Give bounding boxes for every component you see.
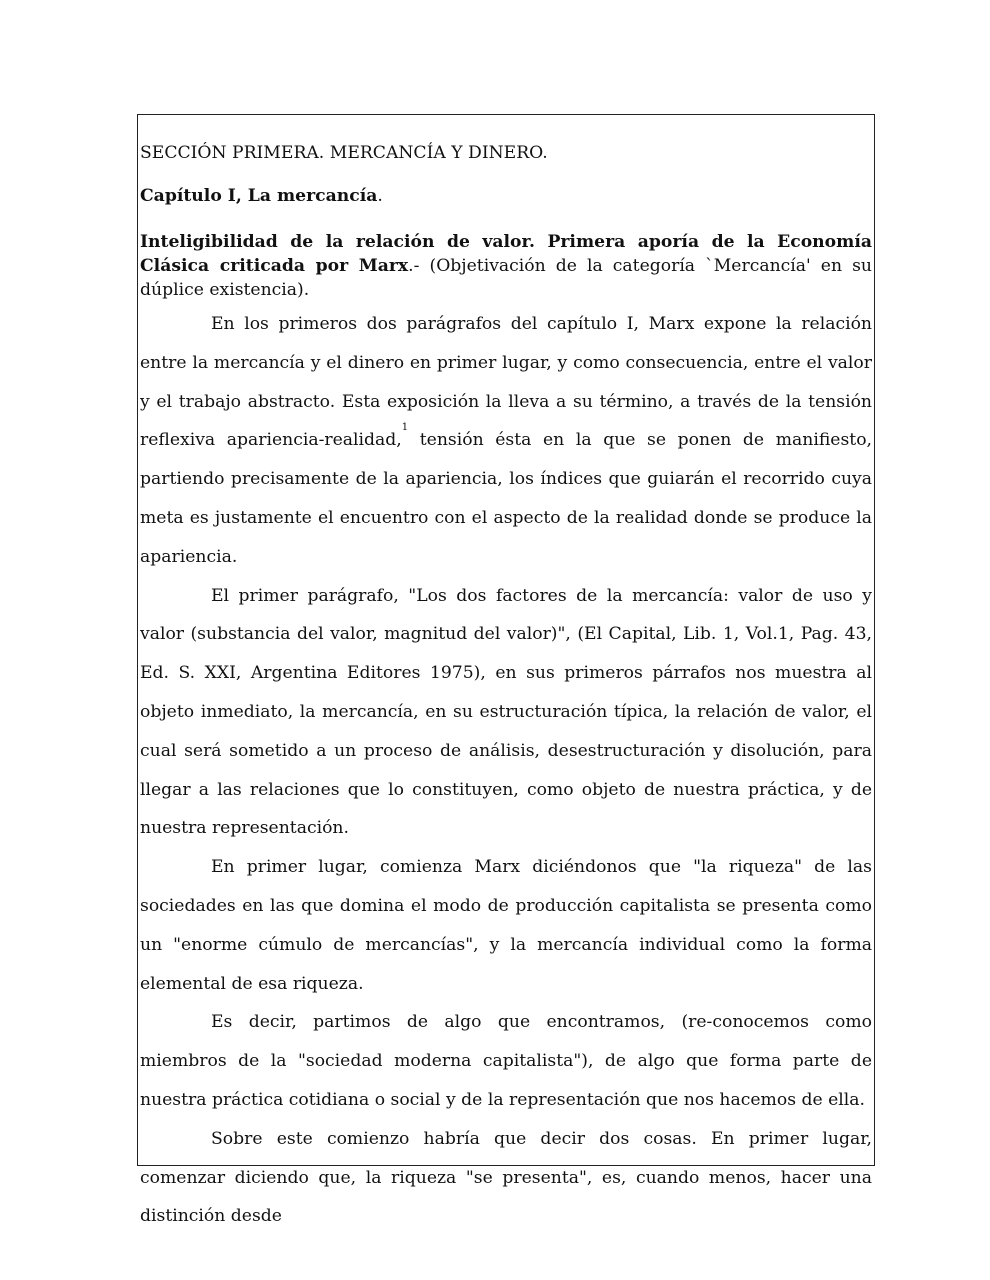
intro-rest: .- (Objetivación de la categoría `Mercancía' en su dúplice existencia). (140, 256, 872, 300)
section-heading-text: SECCIÓN PRIMERA. MERCANCÍA Y DINERO. (140, 143, 548, 163)
body-paragraph-3: En primer lugar, comienza Marx diciéndonos que "la riqueza" de las sociedades en las que domina el modo de producción capitalista se presenta como un "enorme cúmulo de mercancías", y la mercancía individual como la forma elemental de esa riqueza. (140, 857, 872, 994)
body-paragraph-4: Es decir, partimos de algo que encontramos, (re-conocemos como miembros de la "sociedad moderna capitalista"), de algo que forma parte de nuestra práctica cotidiana o social y de la representación que nos hacemos de ella. (140, 1012, 872, 1110)
chapter-heading (140, 184, 872, 208)
body-paragraphs (140, 305, 872, 1236)
paragraph-1-text-b: tensión ésta en la que se ponen de manifiesto, partiendo precisamente de la apariencia, los índices que guiarán el recorrido cuya meta es justamente el encuentro con el aspecto de la realidad donde se produce la apariencia. (140, 430, 873, 567)
footnote-reference[interactable]: 1 (401, 422, 409, 434)
section-heading (140, 141, 872, 165)
intro-paragraph (140, 230, 872, 302)
document-body (140, 141, 872, 1236)
intro-bold-title: Inteligibilidad de la relación de valor. Primera aporía de la Economía Clásica criticada por Marx (140, 232, 872, 276)
page-frame (137, 114, 875, 1227)
body-paragraph-5: Sobre este comienzo habría que decir dos cosas. En primer lugar, comenzar diciendo que, la riqueza "se presenta", es, cuando menos, hacer una distinción desde (140, 1128, 872, 1227)
paragraph-1-text-a: En los primeros dos parágrafos del capítulo I, Marx expone la relación entre la mercancía y el dinero en primer lugar, y como consecuencia, entre el valor y el trabajo abstracto. Esta exposición la lleva a su término, a través de la tensión reflexiva apariencia-realidad, (140, 314, 872, 451)
body-paragraph-2: El primer parágrafo, "Los dos factores de la mercancía: valor de uso y valor (substancia del valor, magnitud del valor)", (El Capital, Lib. 1, Vol.1, Pag. 43, Ed. S. XXI, Argentina Editores 1975), en sus primeros párrafos nos muestra al objeto inmediato, la mercancía, en su estructuración típica, la relación de valor, el cual será sometido a un proceso de análisis, desestructuración y disolución, para llegar a las relaciones que lo constituyen, como objeto de nuestra práctica, y de nuestra representación. (140, 585, 872, 839)
chapter-heading-bold: Capítulo I, La mercancía (140, 186, 378, 206)
chapter-heading-suffix: . (377, 186, 383, 206)
body-paragraph-1 (140, 305, 872, 577)
